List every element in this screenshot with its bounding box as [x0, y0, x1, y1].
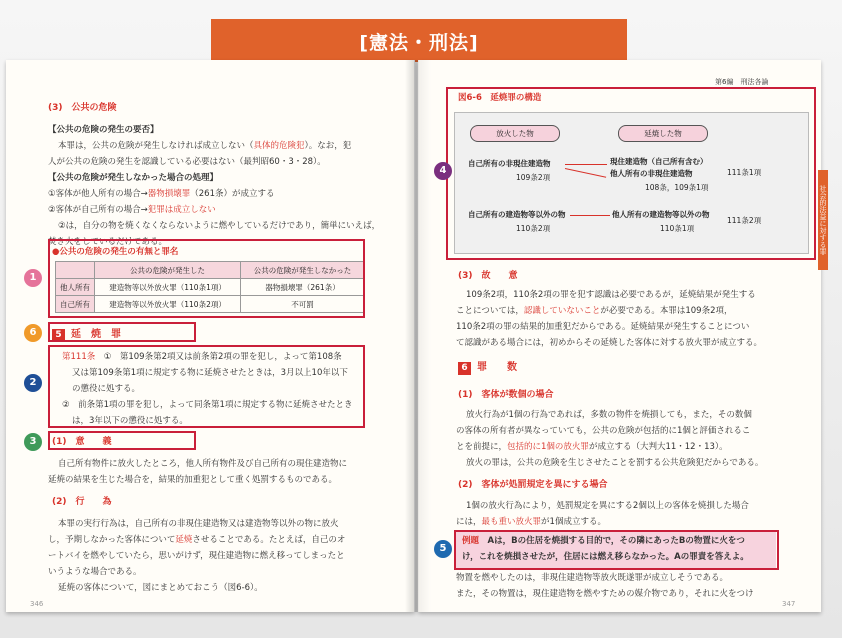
sub-heading-1: 【公共の危険の発生の要否】: [48, 125, 159, 135]
callout-badge-1: 1: [24, 269, 42, 287]
article-111-line-2: 又は第109条第1項に規定する物に延焼させたときは，3月以上10年以下: [72, 368, 348, 378]
table-cell: 建造物等以外放火罪（110条2項）: [95, 296, 241, 313]
table-header-cell: 公共の危険が発生した: [95, 262, 241, 279]
diagram-row1-left-article: 109条2項: [516, 173, 551, 182]
article-111-line-3: の懲役に処する。: [72, 384, 141, 394]
header-banner: [憲法・刑法]: [211, 19, 627, 62]
diagram-row2-left-article: 110条2項: [516, 224, 551, 233]
act-line-2: し，予期しなかった客体について延焼させることである。たとえば，自己のオ: [48, 535, 346, 545]
example-line-1: 例題 Aは，Bの住居を焼損する目的で，その隣にあったBの物置に火をつ: [462, 536, 745, 546]
multiple-line-2: の客体の所有者が異なっていても，公共の危険が包括的に1個と評価されるこ: [456, 426, 751, 436]
intent-line-2: ことについては，認識していないことが必要である。本罪は109条2項，: [456, 306, 733, 316]
article-111-line-5: は，3年以下の懲役に処する。: [72, 416, 188, 426]
multiple-line-4: 放火の罪は，公共の危険を生じさせたことを罰する公共危険犯だからである。: [466, 458, 764, 468]
table-header-cell: 公共の危険が発生しなかった: [241, 262, 365, 279]
different-line-4: また，その物置は，現住建造物を燃やすための媒介物であり，それに火をつけ: [456, 589, 754, 599]
callout-badge-5: 5: [434, 540, 452, 558]
chapter-side-tab: 社会的法益に対する罪: [818, 170, 828, 270]
book-gutter: [405, 60, 431, 612]
table-cell: 建造物等以外放火罪（110条1項）: [95, 279, 241, 296]
intent-line-4: て認識がある場合には，初めからその延焼した客体に対する放火罪が成立する。: [456, 338, 763, 348]
diagram-row2-left: 自己所有の建造物等以外の物: [468, 210, 566, 219]
diagram-row2-right: 他人所有の建造物等以外の物: [612, 210, 710, 219]
highlight-box-4: [446, 87, 816, 260]
section-6-heading: 6 罪 数: [458, 358, 517, 375]
section-5-heading: 5 延 焼 罪: [52, 325, 121, 342]
subsection-act: (2) 行 為: [52, 497, 112, 507]
diagram-row2-result: 111条2項: [727, 216, 762, 225]
diagram-row1-left: 自己所有の非現住建造物: [468, 159, 551, 168]
table-cell: 自己所有: [56, 296, 95, 313]
table-cell: 他人所有: [56, 279, 95, 296]
diagram-row1-result: 111条1項: [727, 168, 762, 177]
paragraph-2: ②は，自分の物を焼くなくならないように燃やしているだけであり，簡単にいえば，: [58, 221, 381, 231]
paragraph-2-cont: 焚き火をしているだけである。: [48, 237, 168, 247]
list-item-2: ②客体が自己所有の場合→犯罪は成立しない: [48, 205, 216, 215]
callout-badge-3: 3: [24, 433, 42, 451]
article-111-line-1: 第111条 ① 第109条第2項又は前条第2項の罪を犯し，よって第108条: [62, 352, 342, 362]
different-line-3: 物置を燃やしたのは，非現住建造物等放火既遂罪が成立しそうである。: [456, 573, 729, 583]
highlight-box-6: [48, 322, 196, 342]
paragraph-1-cont: 人が公共の危険の発生を認識している必要はない（最判昭60・3・28）。: [48, 157, 326, 167]
multiple-line-1: 放火行為が1個の行為であれば，多数の物件を焼損しても，また，その数個: [466, 410, 752, 420]
left-page-number: 346: [30, 600, 44, 608]
act-line-1: 本罪の実行行為は，自己所有の非現住建造物又は建造物等以外の物に放火: [58, 519, 339, 529]
table-title: ●公共の危険の発生の有無と罪名: [52, 247, 179, 257]
section-number-badge: 5: [52, 329, 65, 342]
diagram-row1-right-1: 現住建造物（自己所有含む）: [610, 157, 708, 166]
section-title-public-danger: (3) 公共の危険: [48, 103, 117, 113]
highlight-box-2: [48, 345, 365, 428]
meaning-line-2: 延焼の結果を生じた場合を，結果的加重犯として重く処罰するものである。: [48, 475, 338, 485]
sub-heading-2: 【公共の危険が発生しなかった場合の処理】: [48, 173, 219, 183]
diagram-pill-spread: 延焼した物: [618, 125, 708, 142]
table-cell: 不可罰: [241, 296, 365, 313]
different-line-2: には，最も重い放火罪が1個成立する。: [456, 517, 606, 527]
multiple-line-3: とを前提に，包括的に1個の放火罪が成立する（大判大11・12・13）。: [456, 442, 728, 452]
highlight-box-1: [48, 239, 365, 318]
subsection-multiple-objects: (1) 客体が数個の場合: [458, 390, 554, 400]
act-line-5: 延焼の客体について，図にまとめておこう（図6-6）。: [58, 583, 263, 593]
diagram-row1-right-article: 108条，109条1項: [645, 183, 709, 192]
diagram-row2-right-article: 110条1項: [660, 224, 695, 233]
article-111-line-4: ② 前条第1項の罪を犯し，よって同条第1項に規定する物に延焼させたとき: [62, 400, 353, 410]
figure-title: 図6-6 延焼罪の構造: [458, 93, 542, 103]
subsection-intent: (3) 故 意: [458, 271, 518, 281]
diagram-pill-set-fire: 放火した物: [470, 125, 560, 142]
callout-badge-6: 6: [24, 324, 42, 342]
act-line-4: いうような場合である。: [48, 567, 142, 577]
different-line-1: 1個の放火行為により，処罰規定を異にする2個以上の客体を焼損した場合: [466, 501, 749, 511]
callout-badge-4: 4: [434, 162, 452, 180]
intent-line-1: 109条2項，110条2項の罪を犯す認識は必要であるが，延焼結果が発生する: [466, 290, 756, 300]
table-cell: 器物損壊罪（261条）: [241, 279, 365, 296]
right-running-header: 第6編 刑法各論: [715, 78, 769, 86]
example-line-2: け，これを焼損させたが，住居には燃え移らなかった。Aの罪責を答えよ。: [462, 552, 749, 562]
diagram-row1-right-2: 他人所有の非現住建造物: [610, 169, 693, 178]
subsection-different-provisions: (2) 客体が処罰規定を異にする場合: [458, 480, 608, 490]
section-number-badge: 6: [458, 362, 471, 375]
right-page-number: 347: [782, 600, 796, 608]
subsection-meaning: (1) 意 義: [52, 437, 112, 447]
intent-line-3: 110条2項の罪の結果的加重犯だからである。延焼結果が発生することについ: [456, 322, 750, 332]
meaning-line-1: 自己所有物件に放火したところ，他人所有物件及び自己所有の現住建造物に: [58, 459, 348, 469]
highlight-box-5: [454, 530, 779, 570]
paragraph-1: 本罪は，公共の危険が発生しなければ成立しない（具体的危険犯）。なお，犯: [58, 141, 352, 151]
callout-badge-2: 2: [24, 374, 42, 392]
highlight-box-3: [48, 431, 196, 450]
list-item-1: ①客体が他人所有の場合→器物損壊罪（261条）が成立する: [48, 189, 275, 199]
act-line-3: ートバイを燃やしていたら，思いがけず，現住建造物に燃え移ってしまったと: [48, 551, 345, 561]
